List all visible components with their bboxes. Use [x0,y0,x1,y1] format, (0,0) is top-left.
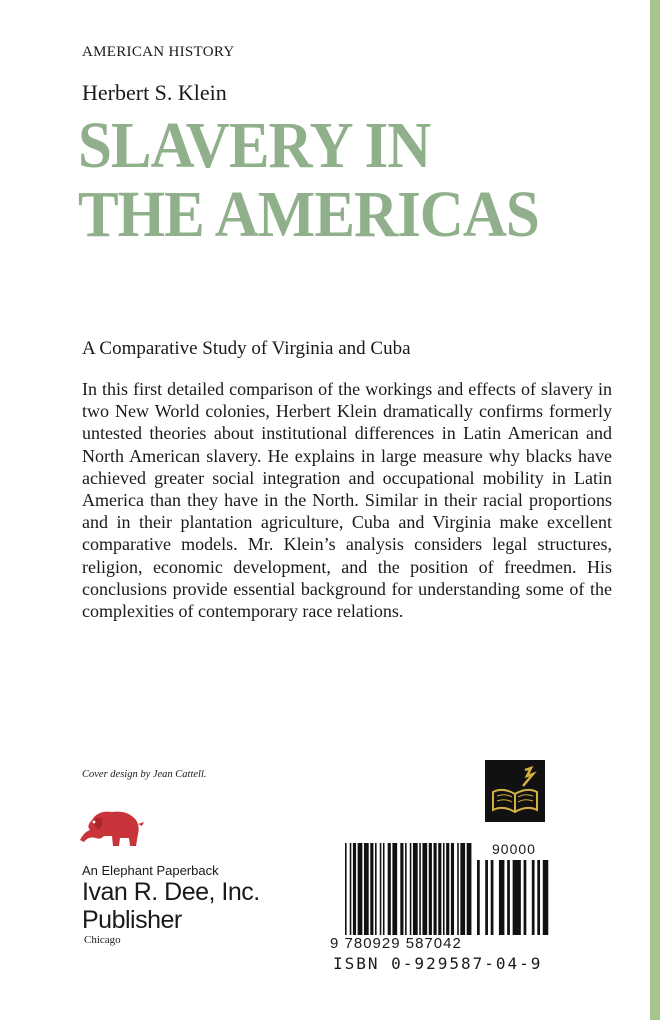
barcode-bar [467,843,472,935]
barcode-bar [429,843,432,935]
barcode-bar [364,843,369,935]
barcode-bar [419,843,421,935]
author-name: Herbert S. Klein [82,80,227,105]
barcode-bar [375,843,377,935]
book-title [78,109,638,252]
barcode-bar [353,843,356,935]
book-description: In this first detailed comparison of the workings and effects of slavery in two New World colonies, Herbert Klein dramatically confirms formerly untested theories about institutional differences in Latin American and North American slavery. He explains in large measure why blacks have achieved greater social integration and occupational mobility in Latin America than they have in the North. Similar in their racial proportions and in their plantation agriculture, Cuba and Virginia make excellent comparative models. Mr. Klein’s analysis considers legal structures, religion, economic development, and the position of freedmen. His conclusions provide essential background for understanding some of the complexities of contemporary race relations. [82,379,612,622]
barcode-bar [388,843,391,935]
barcode-bar [491,860,494,935]
barcode-bar [457,843,459,935]
title-line-1: SLAVERY IN [78,109,431,183]
barcode-bar [443,843,445,935]
publisher-name [82,878,260,934]
barcode-bar [383,843,385,935]
publisher-name-line-2: Publisher [82,906,182,934]
barcode-bar [345,843,347,935]
spine-color-band [650,0,660,1020]
barcode-bar [358,843,363,935]
barcode-bar [392,843,397,935]
barcode-bar [380,843,382,935]
isbn-number: ISBN 0-929587-04-9 [333,954,543,973]
barcode-bar [513,860,521,935]
barcode-bar [524,860,527,935]
publisher-series: An Elephant Paperback [82,863,219,878]
barcode-bar [532,860,535,935]
barcode-bar [370,843,373,935]
elephant-icon [78,806,152,856]
category-label: AMERICAN HISTORY [82,44,235,60]
barcode-bar [400,843,403,935]
barcode-bar [422,843,427,935]
barcode-bar [410,843,412,935]
barcode-digits: 9 780929 587042 [330,935,462,952]
barcode-bar [413,843,418,935]
barcode-bar [499,860,504,935]
barcode-bar [451,843,454,935]
barcode-bar [485,860,488,935]
barcode-bar [433,843,436,935]
publisher-city: Chicago [84,934,121,946]
barcode-bar [507,860,510,935]
barcode-bar [477,860,480,935]
barcode-addon [477,860,551,935]
barcode-bar [438,843,441,935]
barcode-bar [543,860,548,935]
cover-design-credit: Cover design by Jean Cattell. [82,769,207,780]
barcode-bar [405,843,407,935]
barcode-bar [446,843,449,935]
title-line-2: THE AMERICAS [78,178,539,252]
barcode-addon-digits: 90000 [492,841,536,857]
barcode-main [345,843,473,935]
publisher-name-line-1: Ivan R. Dee, Inc. [82,878,260,906]
barcode-bar [460,843,465,935]
open-book-icon [485,760,545,822]
subtitle: A Comparative Study of Virginia and Cuba [82,338,411,359]
barcode-bar [350,843,352,935]
barcode-bar [537,860,540,935]
